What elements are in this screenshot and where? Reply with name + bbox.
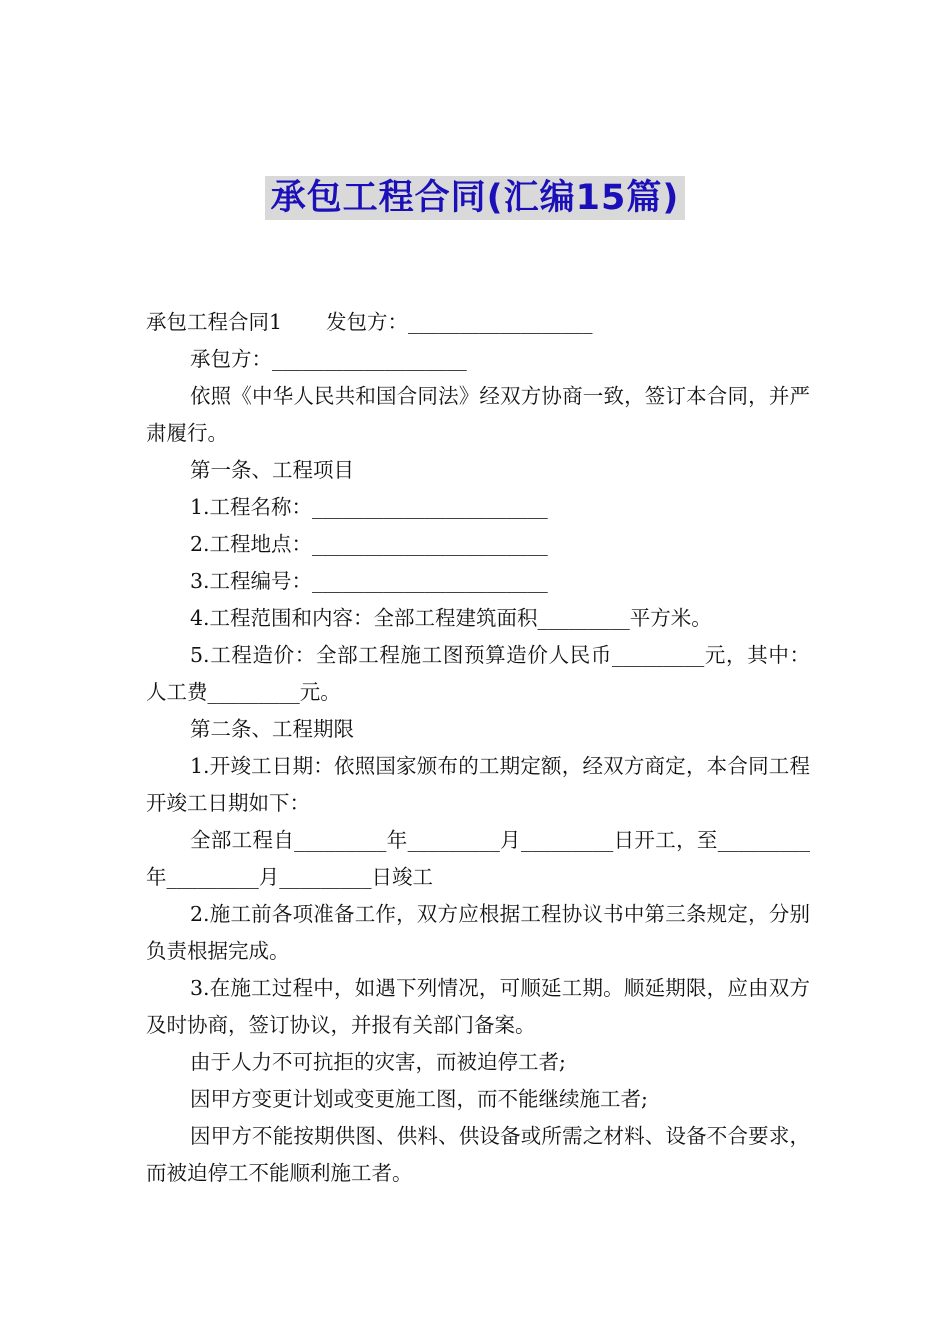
document-title: 承包工程合同(汇编15篇) — [265, 176, 686, 220]
contract-heading-line — [146, 304, 810, 341]
paragraph: 2.施工前各项准备工作，双方应根据工程协议书中第三条规定，分别负责根据完成。 — [146, 902, 810, 963]
employer-field: 发包方：__________________ — [326, 310, 593, 334]
paragraph: 因甲方变更计划或变更施工图，而不能继续施工者; — [190, 1087, 648, 1111]
article-heading: 第一条、工程项目 — [190, 458, 354, 482]
article-heading: 第二条、工程期限 — [190, 717, 354, 741]
paragraph: 因甲方不能按期供图、供料、供设备或所需之材料、设备不合要求，而被迫停工不能顺利施工者。 — [146, 1124, 810, 1185]
paragraph: 由于人力不可抗拒的灾害，而被迫停工者; — [190, 1050, 566, 1074]
document-body — [146, 304, 810, 1192]
paragraph: 1.工程名称：_______________________ — [190, 495, 548, 519]
paragraph: 3.工程编号：_______________________ — [190, 569, 548, 593]
paragraph: 2.工程地点：_______________________ — [190, 532, 548, 556]
paragraph: 依照《中华人民共和国合同法》经双方协商一致，签订本合同，并严肃履行。 — [146, 384, 810, 445]
paragraph: 4.工程范围和内容：全部工程建筑面积_________平方米。 — [190, 606, 712, 630]
contractor-field: 承包方：___________________ — [190, 347, 467, 371]
paragraph: 1.开竣工日期：依照国家颁布的工期定额，经双方商定，本合同工程开竣工日期如下： — [146, 754, 810, 815]
paragraph: 全部工程自_________年_________月_________日开工，至_________年_________月_________日竣工 — [146, 828, 810, 889]
contract-heading: 承包工程合同1 — [146, 310, 283, 334]
paragraph: 5.工程造价：全部工程施工图预算造价人民币_________元，其中：人工费_________元。 — [146, 643, 810, 704]
paragraph: 3.在施工过程中，如遇下列情况，可顺延工期。顺延期限，应由双方及时协商，签订协议，并报有关部门备案。 — [146, 976, 810, 1037]
title-container — [0, 176, 950, 220]
